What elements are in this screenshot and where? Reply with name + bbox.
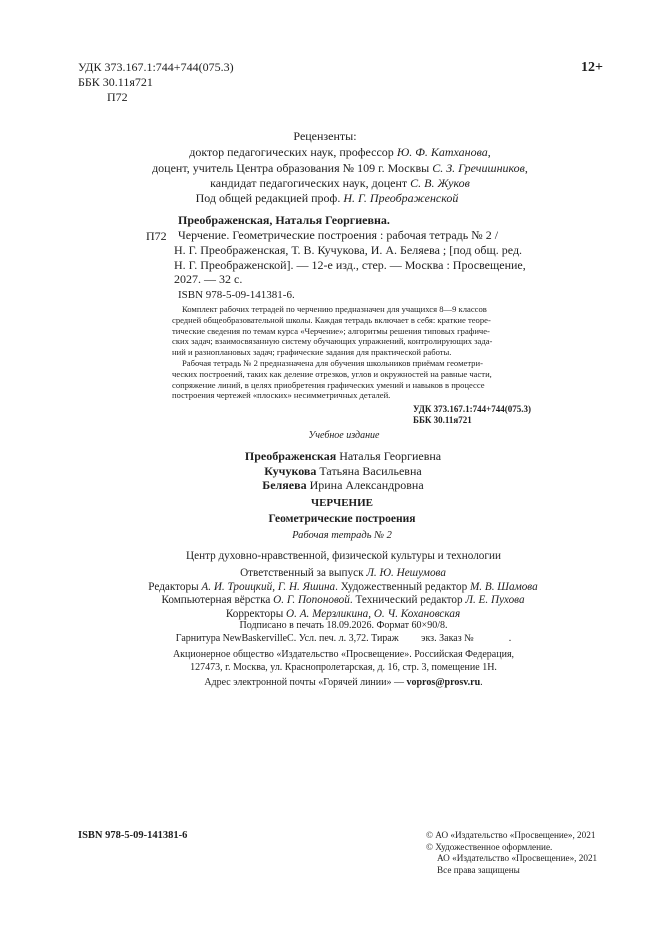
- age-rating: 12+: [581, 60, 603, 75]
- reviewer-line-2: доцент, учитель Центра образования № 109 г. Москвы С. З. Гречишников,: [152, 160, 528, 175]
- publishing-center: Центр духовно-нравственной, физической культуры и технологии: [186, 550, 501, 562]
- hotline-email: Адрес электронной почты «Горячей линии» — vopros@prosv.ru.: [204, 677, 483, 688]
- reviewers-title: Рецензенты:: [293, 129, 357, 143]
- edition-type: Учебное издание: [308, 430, 380, 441]
- book-title: ЧЕРЧЕНИЕ: [311, 497, 373, 509]
- catalog-udk: УДК 373.167.1:744+744(075.3): [413, 404, 532, 414]
- book-subtitle: Геометрические построения: [268, 513, 416, 525]
- catalog-description: Черчение. Геометрические построения : рабочая тетрадь № 2 / Н. Г. Преображенская, Т. В. Кучукова, И. А. Беляева ; [под общ. ред. Н. Г. Преображенской]. — 12-е изд., стер. — Москва : Просвещение, 2027. — 32 с.: [174, 228, 526, 287]
- reviewers-list: [0, 145, 650, 192]
- author-line: Преображенская Наталья Георгиевна: [244, 449, 442, 463]
- reviewer-line-1: доктор педагогических наук, профессор Ю. Ф. Катханова,: [189, 145, 491, 159]
- credit-line: Редакторы А. И. Троицкий, Г. Н. Яшина. Художественный редактор М. В. Шамова: [148, 580, 538, 593]
- reviewer-line-3: кандидат педагогических наук, доцент С. В. Жуков: [210, 176, 470, 190]
- reviewer-name: С. В. Жуков: [410, 176, 470, 190]
- reviewer-name: Ю. Ф. Катханова: [396, 145, 488, 159]
- catalog-author: Преображенская, Наталья Георгиевна.: [178, 213, 390, 227]
- catalog-code: П72: [146, 229, 167, 243]
- bbk-header: ББК 30.11я721: [78, 75, 153, 89]
- print-info: Подписано в печать 18.09.2026. Формат 60×90/8. Гарнитура NewBaskervilleC. Усл. печ. л. 3,72. Тираж экз. Заказ № .: [175, 620, 512, 644]
- workbook-number: Рабочая тетрадь № 2: [292, 530, 392, 541]
- author-line: Беляева Ирина Александровна: [262, 478, 424, 492]
- catalog-isbn: ISBN 978-5-09-141381-6.: [178, 289, 295, 301]
- author-code-header: П72: [107, 90, 128, 104]
- author-line: Кучукова Татьяна Васильевна: [264, 463, 422, 478]
- reviewer-name: С. З. Гречишников: [432, 160, 525, 175]
- catalog-annotation: Комплект рабочих тетрадей по черчению предназначен для учащихся 8—9 классов средней общеобразовательной школы. Каждая тетрадь включает в себя: краткие теоре- тические сведения по темам курса «Черчение»; алгоритмы решения типовых графиче- ских задач; взаимосвязанную систему обучающих упражнений, контролирующих зада- ний и разноплановых задач; графические задания для практической работы. Рабочая тетрадь № 2 предназначена для обучения школьников приёмам геометри- ческих построений, таких как деление отрезков, углов и окружностей на равные части, сопряжение линий, в целях приобретения графических умений и навыков в процессе построения чертежей «плоских» несимметричных деталей.: [172, 304, 493, 401]
- credit-line: Ответственный за выпуск Л. Ю. Нешумова: [240, 567, 446, 579]
- authors-list: [0, 449, 650, 493]
- email-link[interactable]: vopros@prosv.ru: [406, 677, 481, 688]
- credits-list: [0, 567, 650, 621]
- footer-isbn: ISBN 978-5-09-141381-6: [78, 830, 188, 841]
- catalog-bbk: ББК 30.11я721: [413, 415, 472, 425]
- general-editor: Под общей редакцией проф. Н. Г. Преображенской: [195, 191, 459, 205]
- credit-line: Компьютерная вёрстка О. Г. Попоновой. Технический редактор Л. Е. Пухова: [161, 594, 525, 606]
- credit-line: Корректоры О. А. Мерзликина, О. Ч. Кохановская: [225, 607, 461, 620]
- publisher-address: Акционерное общество «Издательство «Просвещение». Российская Федерация, 127473, г. Москва, ул. Краснопролетарская, д. 16, стр. 3, помещение 1Н.: [172, 649, 515, 673]
- copyright-block: © АО «Издательство «Просвещение», 2021 © Художественное оформление. АО «Издательство «Просвещение», 2021 Все права защищены: [426, 830, 598, 875]
- udk-header: УДК 373.167.1:744+744(075.3): [78, 60, 234, 74]
